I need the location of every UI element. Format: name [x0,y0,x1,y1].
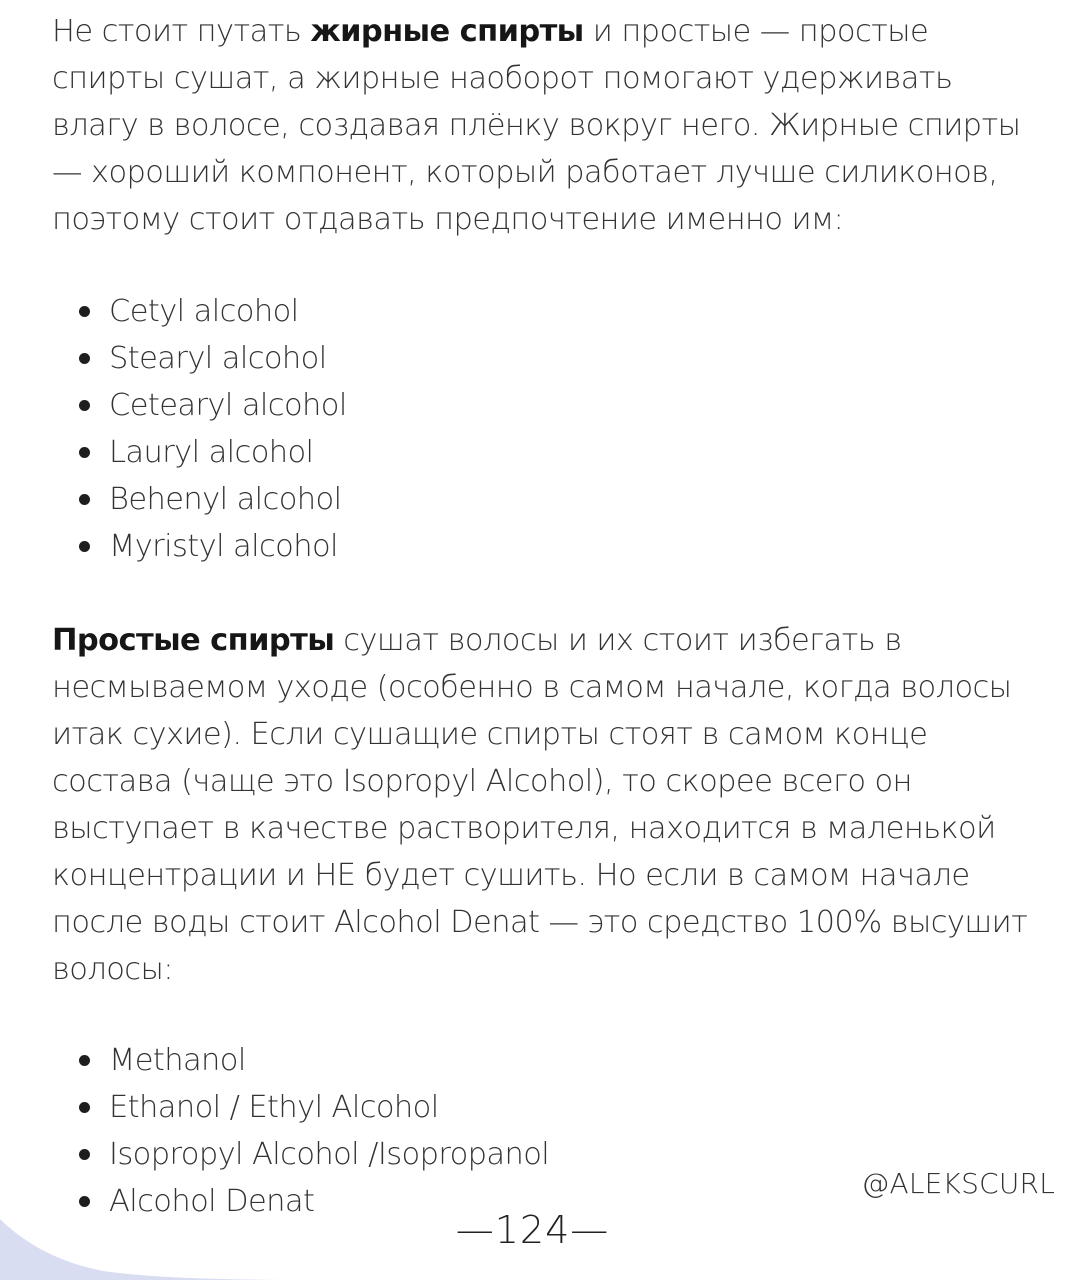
list-item-label: Behenyl alcohol [109,482,342,517]
list-item-label: Ethanol / Ethyl Alcohol [109,1090,439,1125]
list-item-label: Alcohol Denat [109,1184,315,1219]
paragraph-intro-text: Не стоит путать [52,14,311,49]
fatty-alcohols-bold-term: жирные спирты [310,14,584,49]
bullet-icon [79,353,90,364]
page-number: —124— [455,1208,610,1252]
list-item-label: Cetearyl alcohol [109,388,347,423]
simple-alcohols-bold-term: Простые спирты [52,623,335,658]
list-item [52,382,347,429]
bullet-icon [79,1196,90,1207]
list-item [52,288,347,335]
fatty-alcohols-list [52,288,347,570]
list-item [52,523,347,570]
simple-alcohols-paragraph [52,617,1042,993]
author-handle: @ALEKSCURL [861,1167,1055,1200]
list-item-label: Isopropyl Alcohol /Isopropanol [109,1137,550,1172]
list-item [52,429,347,476]
bullet-icon [79,541,90,552]
list-item-label: Methanol [109,1043,246,1078]
bullet-icon [79,1149,90,1160]
simple-alcohols-list [52,1037,549,1225]
bullet-icon [79,1102,90,1113]
list-item [52,1037,549,1084]
bullet-icon [79,494,90,505]
list-item [52,1131,549,1178]
bullet-icon [79,447,90,458]
paragraph-body-text: и простые — простые спирты сушат, а жирные наоборот помогают удерживать влагу в волосе, создавая плёнку вокруг него. Жирные спирты — хороший компонент, который работает лучше силиконов, поэтому стоит отдавать предпочтение именно им: [52,14,1021,237]
list-item-label: Cetyl alcohol [109,294,299,329]
bullet-icon [79,400,90,411]
paragraph-body-text: сушат волосы и их стоит избегать в несмываемом уходе (особенно в самом начале, когда волосы итак сухие). Если сушащие спирты стоят в самом конце состава (чаще это Isopropyl Alcohol), то скорее всего он выступает в качестве растворителя, находится в маленькой концентрации и НЕ будет сушить. Но если в самом начале после воды стоит Alcohol Denat — это средство 100% высушит волосы: [52,623,1028,987]
list-item [52,335,347,382]
list-item [52,1084,549,1131]
bullet-icon [79,1055,90,1066]
list-item-label: Stearyl alcohol [109,341,327,376]
bullet-icon [79,306,90,317]
fatty-alcohols-paragraph [52,8,1042,243]
list-item-label: Myristyl alcohol [109,529,338,564]
list-item-label: Lauryl alcohol [109,435,314,470]
list-item [52,476,347,523]
